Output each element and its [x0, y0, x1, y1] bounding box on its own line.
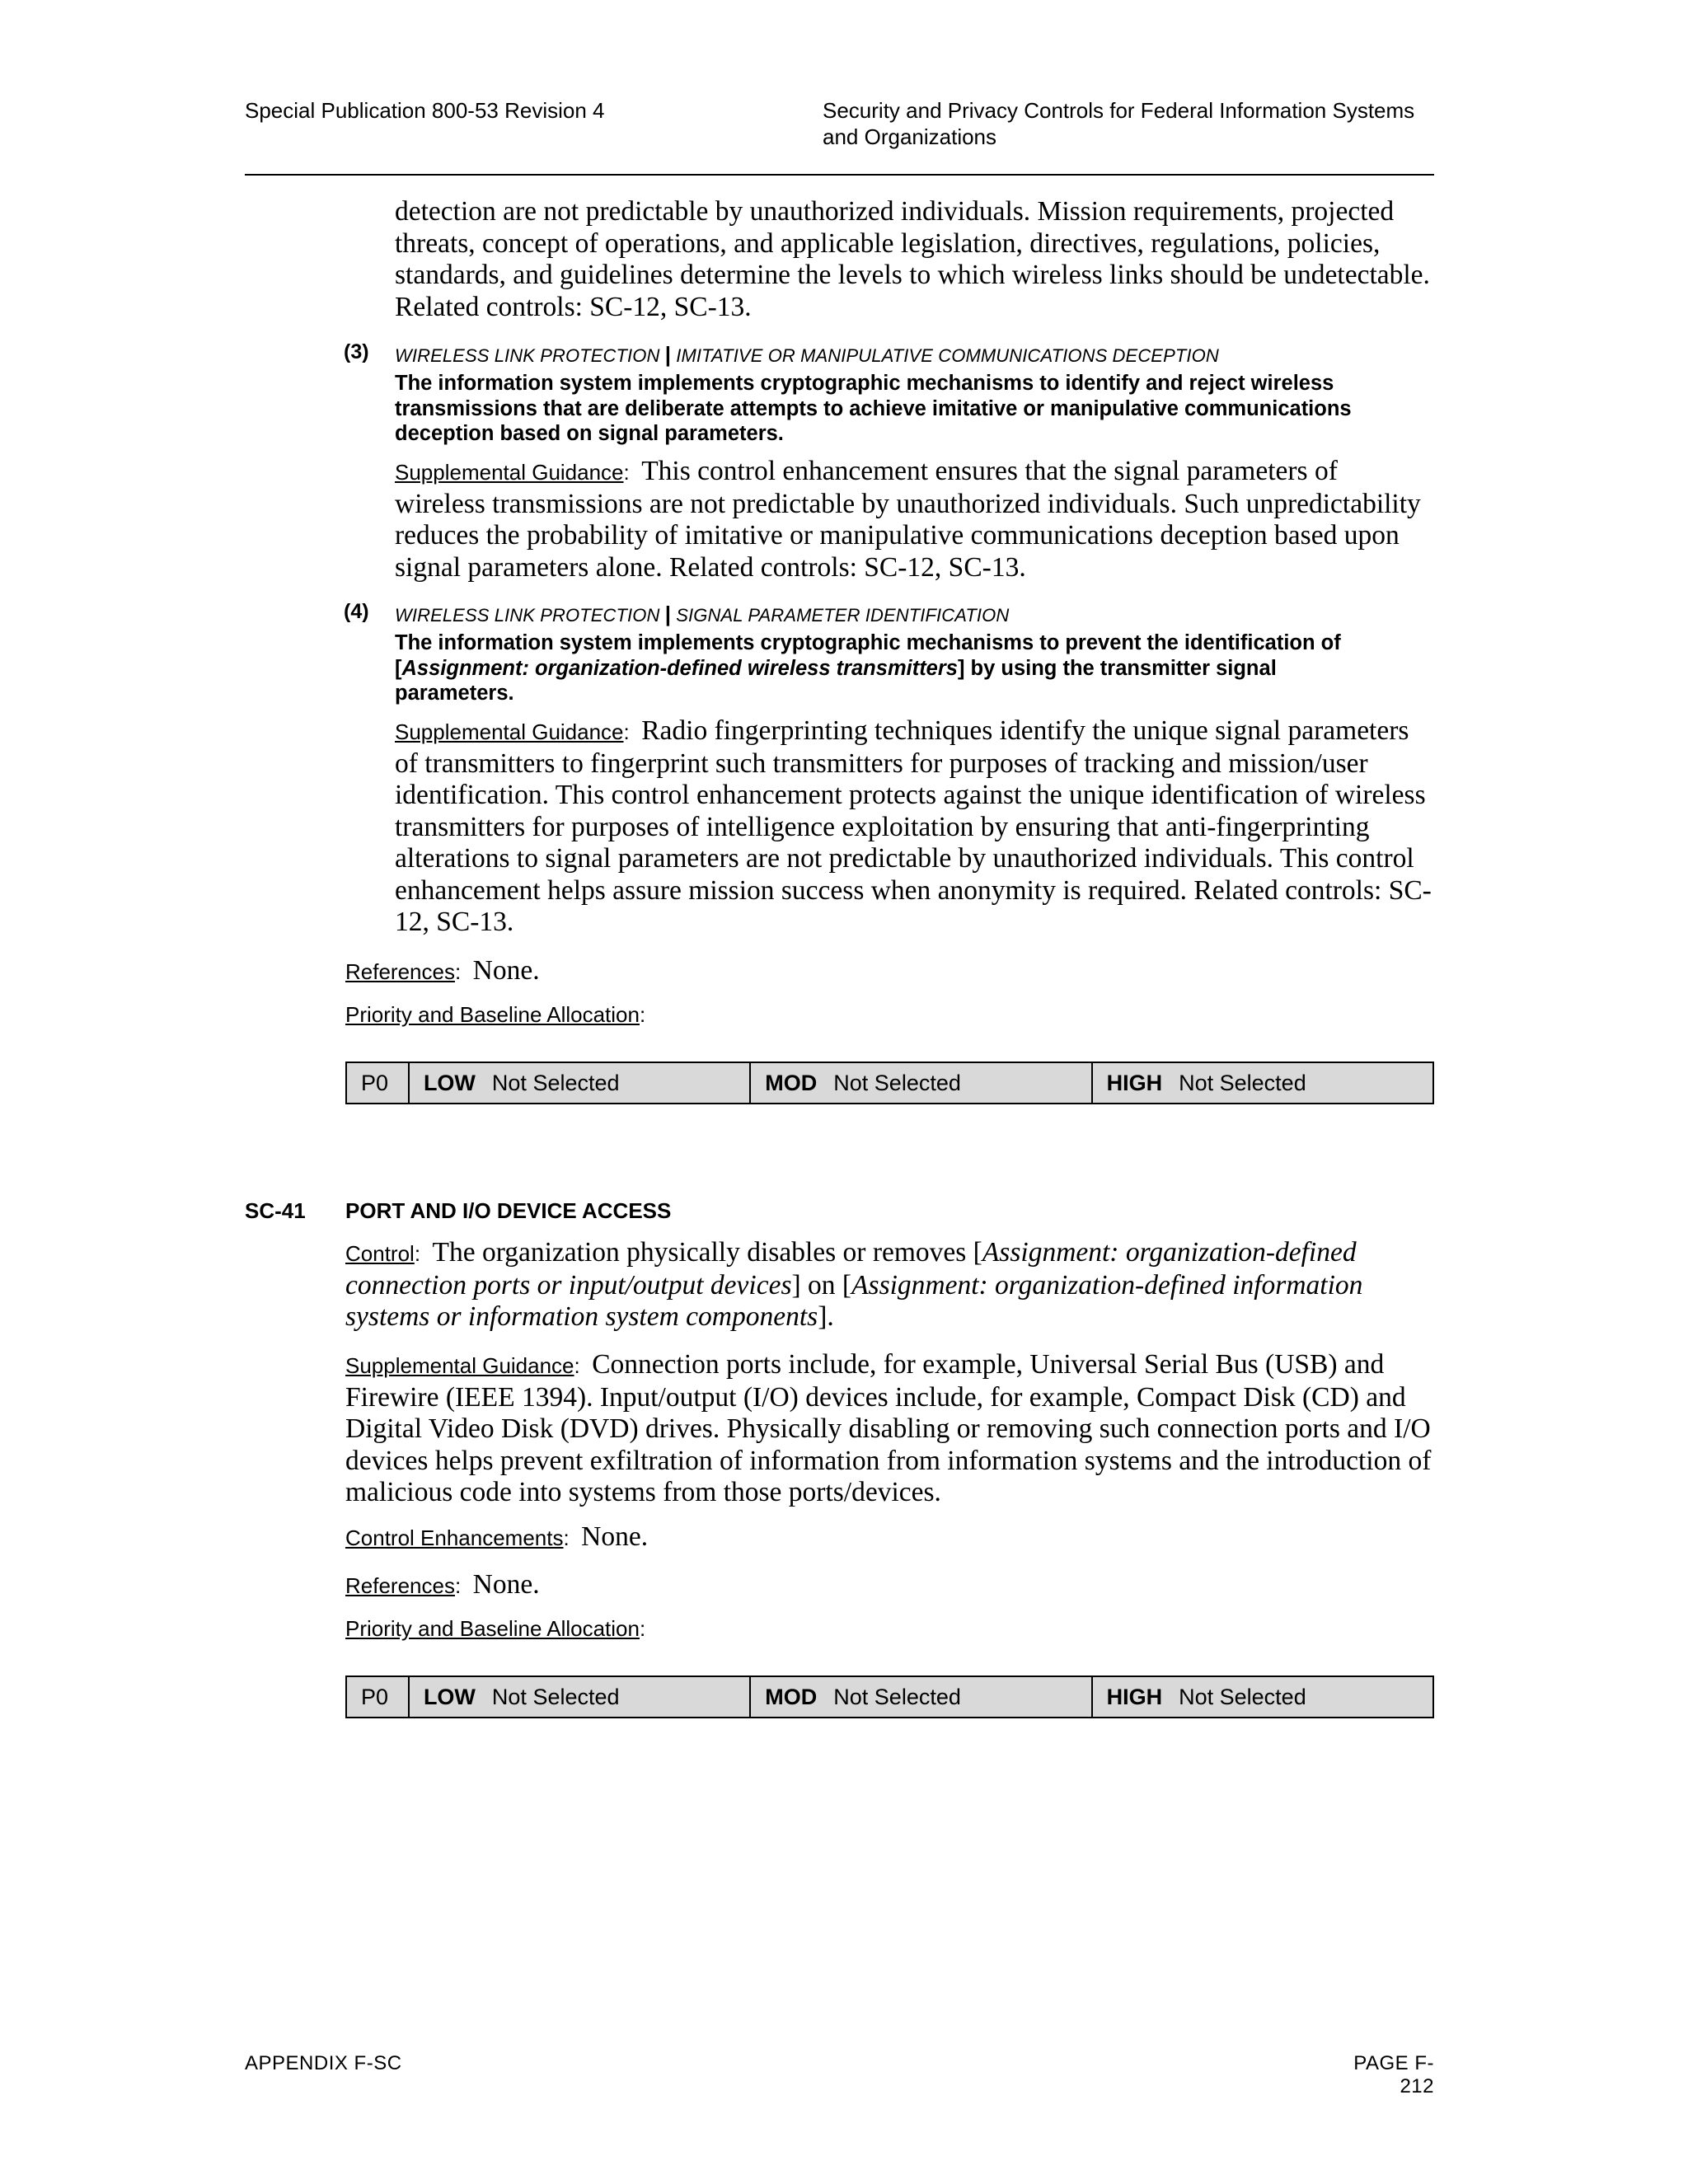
text-line: Supplemental Guidance: This control enhancement ensures that the signal parameters of: [395, 456, 1338, 486]
text-line: signal parameters alone. Related controls: SC-12, SC-13.: [395, 551, 1026, 583]
text-line: malicious code into systems from those ports/devices.: [345, 1477, 941, 1507]
assignment-parameter: Assignment: organization-defined wireless transmitters: [401, 656, 958, 680]
header-left: Special Publication 800-53 Revision 4: [245, 98, 605, 123]
control-title: PORT AND I/O DEVICE ACCESS: [345, 1198, 672, 1223]
text-line: Supplemental Guidance: Connection ports include, for example, Universal Serial Bus (USB) and: [345, 1349, 1385, 1380]
references-label: References: [345, 959, 455, 984]
assignment-parameter: systems or information system components: [345, 1301, 818, 1332]
text-line: Control: The organization physically disables or removes [Assignment: organization-defined: [345, 1237, 1357, 1268]
continuation-paragraph: [395, 196, 1430, 323]
text-line: Related controls: SC-12, SC-13.: [395, 291, 752, 322]
text-line: reduces the probability of imitative or manipulative communications deception based upon: [395, 520, 1400, 551]
text-line: wireless transmissions are not predictable by unauthorized individuals. Such unpredictability: [395, 488, 1421, 519]
header-rule: [245, 174, 1434, 176]
text-line: Firewire (IEEE 1394). Input/output (I/O) devices include, for example, Compact Disk (CD) and: [345, 1381, 1406, 1413]
text-line: 12, SC-13.: [395, 907, 514, 937]
text-line: of transmitters to fingerprint such transmitters for purposes of tracking and mission/user: [395, 748, 1368, 779]
control-id: SC-41: [245, 1198, 306, 1223]
low-cell: LOW Not Selected: [409, 1062, 750, 1104]
supplemental-guidance: [395, 715, 1432, 939]
enhancement-statement: [395, 371, 1598, 447]
assignment-parameter: connection ports or input/output devices: [345, 1269, 792, 1301]
text-line: Digital Video Disk (DVD) drives. Physically disabling or removing such connection ports and I/O: [345, 1413, 1431, 1444]
header-right-line2: and Organizations: [823, 124, 997, 149]
guidance-label: Supplemental Guidance: [345, 1353, 574, 1378]
text-line: detection are not predictable by unauthorized individuals. Mission requirements, projected: [395, 196, 1395, 227]
control-enhancements-value: None.: [581, 1521, 649, 1552]
text-line: enhancement helps assure mission success when anonymity is required. Related controls: SC-: [395, 874, 1432, 906]
text-line: [Assignment: organization-defined wireless transmitters] by using the transmitter signal: [395, 656, 1277, 680]
references-line: References: None.: [345, 1569, 540, 1600]
guidance-label: Supplemental Guidance: [395, 719, 624, 744]
text-line: systems or information system components].: [345, 1301, 834, 1332]
priority-baseline-table: [345, 1062, 1434, 1104]
title-separator: |: [664, 602, 672, 626]
enhancement-statement: [395, 630, 1598, 706]
text-line: identification. This control enhancement protects against the unique identification of wireless: [395, 780, 1426, 810]
table-row: [346, 1062, 1433, 1104]
enhancement-title: [395, 602, 1009, 627]
high-cell: HIGH Not Selected: [1092, 1062, 1433, 1104]
supplemental-guidance: [395, 456, 1421, 583]
text-line: The information system implements cryptographic mechanisms to identify and reject wireless: [395, 372, 1334, 395]
enhancement-title-b: SIGNAL PARAMETER IDENTIFICATION: [676, 605, 1010, 626]
enhancement-title-a: WIRELESS LINK PROTECTION: [395, 345, 660, 366]
priority-label: Priority and Baseline Allocation: [345, 1616, 640, 1641]
control-label: Control: [345, 1241, 415, 1266]
text-line: devices helps prevent exfiltration of information from information systems and the introduction of: [345, 1445, 1432, 1476]
mod-cell: MOD Not Selected: [750, 1676, 1091, 1718]
high-cell: HIGH Not Selected: [1092, 1676, 1433, 1718]
enhancement-title-b: IMITATIVE OR MANIPULATIVE COMMUNICATIONS DECEPTION: [676, 345, 1219, 366]
priority-label-line: Priority and Baseline Allocation:: [345, 1616, 646, 1641]
text-line: standards, and guidelines determine the levels to which wireless links should be undetectable.: [395, 260, 1430, 290]
title-separator: |: [664, 342, 672, 367]
header-right-line1: Security and Privacy Controls for Federal Information Systems: [823, 98, 1415, 123]
text-line: transmissions that are deliberate attempts to achieve imitative or manipulative communications: [395, 396, 1352, 420]
assignment-parameter: Assignment: organization-defined information: [851, 1269, 1363, 1301]
references-line: References: None.: [345, 955, 540, 986]
enhancement-title-a: WIRELESS LINK PROTECTION: [395, 605, 660, 626]
priority-label: Priority and Baseline Allocation: [345, 1002, 640, 1027]
footer-left: APPENDIX F-SC: [245, 2052, 402, 2074]
low-cell: LOW Not Selected: [409, 1676, 750, 1718]
text-line: The information system implements cryptographic mechanisms to prevent the identification of: [395, 631, 1341, 654]
text-line: deception based on signal parameters.: [395, 422, 784, 445]
text-line: transmitters for purposes of intelligence exploitation by ensuring that anti-fingerprinting: [395, 811, 1370, 842]
assignment-parameter: Assignment: organization-defined: [982, 1237, 1357, 1268]
references-label: References: [345, 1573, 455, 1598]
control-statement: [345, 1237, 1362, 1333]
priority-baseline-table: [345, 1675, 1434, 1718]
enhancement-number: (3): [344, 340, 369, 363]
text-line: parameters.: [395, 682, 514, 705]
enhancement-number: (4): [344, 600, 369, 623]
table-row: [346, 1676, 1433, 1718]
priority-cell: P0: [346, 1676, 409, 1718]
priority-cell: P0: [346, 1062, 409, 1104]
references-value: None.: [472, 955, 540, 986]
text-line: Supplemental Guidance: Radio fingerprinting techniques identify the unique signal parameters: [395, 715, 1409, 746]
control-enhancements-label: Control Enhancements: [345, 1526, 564, 1550]
control-enhancements-line: Control Enhancements: None.: [345, 1521, 649, 1552]
header-right: [823, 97, 1449, 150]
priority-label-line: Priority and Baseline Allocation:: [345, 1002, 646, 1027]
footer-right: PAGE F-212: [1353, 2052, 1434, 2097]
supplemental-guidance: [345, 1349, 1431, 1509]
enhancement-title: [395, 342, 1219, 368]
references-value: None.: [472, 1569, 540, 1600]
text-line: connection ports or input/output devices] on [Assignment: organization-defined information: [345, 1269, 1363, 1301]
text-line: threats, concept of operations, and applicable legislation, directives, regulations, policies,: [395, 227, 1381, 259]
mod-cell: MOD Not Selected: [750, 1062, 1091, 1104]
text-line: alterations to signal parameters are not predictable by unauthorized individuals. This control: [395, 843, 1414, 874]
guidance-label: Supplemental Guidance: [395, 460, 624, 485]
